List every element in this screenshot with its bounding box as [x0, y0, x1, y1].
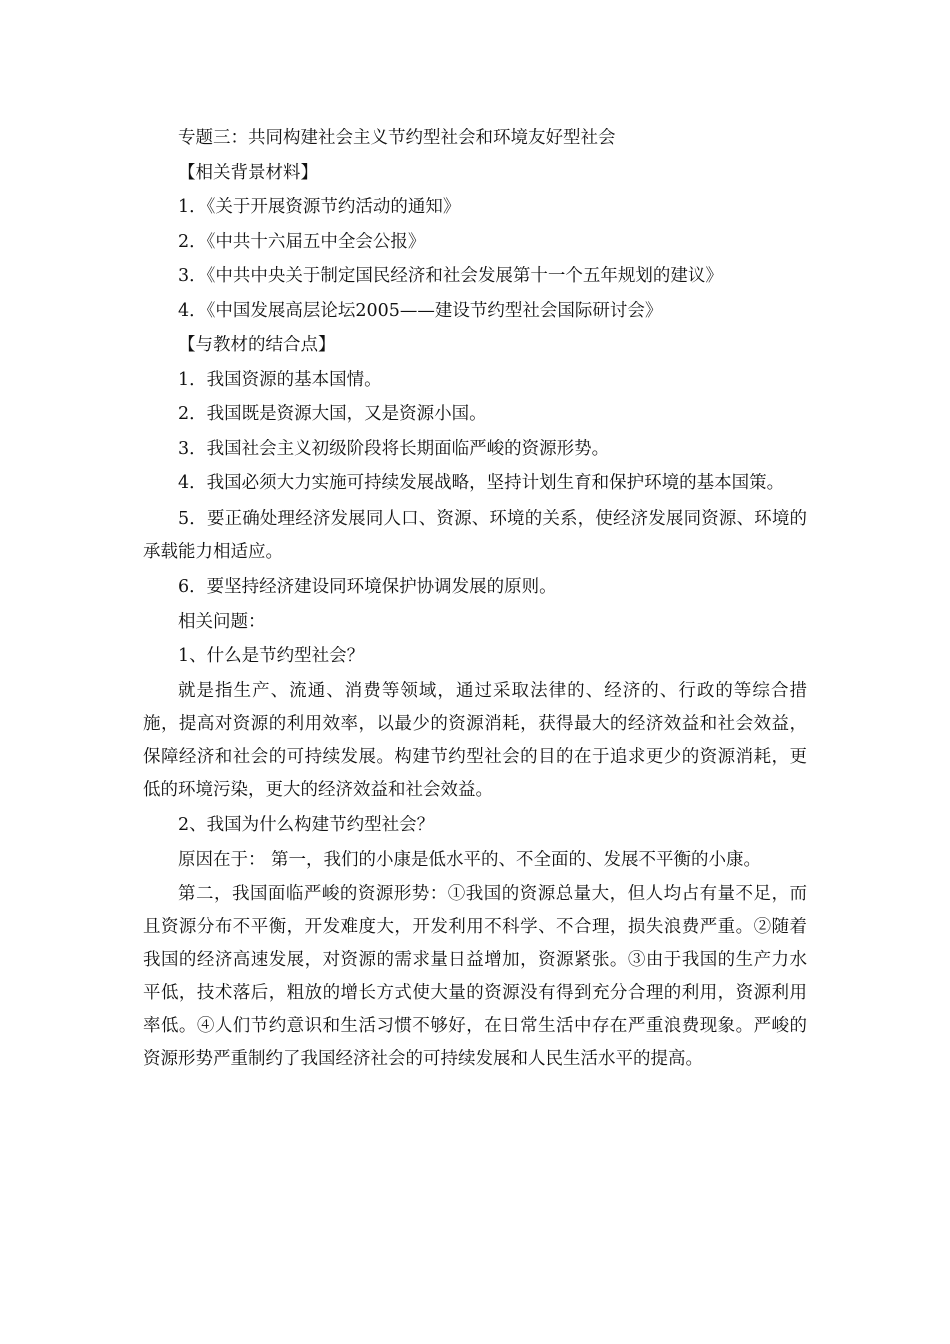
textbook-item: 6．要坚持经济建设同环境保护协调发展的原则。 — [178, 577, 557, 597]
document-title: 专题三：共同构建社会主义节约型社会和环境友好型社会 — [178, 128, 616, 148]
section-heading-questions: 相关问题： — [178, 611, 266, 632]
question-1: 1、什么是节约型社会？ — [178, 646, 365, 666]
textbook-item: 3．我国社会主义初级阶段将长期面临严峻的资源形势。 — [178, 438, 610, 459]
answer-2-second: 第二，我国面临严峻的资源形势：①我国的资源总量大，但人均占有量不足，而且资源分布不平衡，开发难度大，开发利用不科学、不合理，损失浪费严重。②随着我国的经济高速发展，对资源的需求量日益增加，资源紧张。③由于我国的生产力水平低，技术落后，粗放的增长方式使大量的资源没有得到充分合理的利用，资源利用率低。④人们节约意识和生活习惯不够好，在日常生活中存在严重浪费现象。严峻的资源形势严重制约了我国经济社会的可持续发展和人民生活水平的提高。 — [143, 884, 807, 1069]
background-item: 3．《中共中央关于制定国民经济和社会发展第十一个五年规划的建议》 — [178, 266, 723, 286]
textbook-item: 1．我国资源的基本国情。 — [178, 369, 382, 390]
textbook-item: 2．我国既是资源大国，又是资源小国。 — [178, 404, 487, 424]
background-item: 4．《中国发展高层论坛2005——建设节约型社会国际研讨会》 — [178, 300, 663, 321]
background-item: 1．《关于开展资源节约活动的通知》 — [178, 197, 461, 217]
textbook-item: 5．要正确处理经济发展同人口、资源、环境的关系，使经济发展同资源、环境的承载能力相适应。 — [143, 508, 807, 562]
background-item: 2．《中共十六届五中全会公报》 — [178, 231, 426, 252]
textbook-item: 4．我国必须大力实施可持续发展战略，坚持计划生育和保护环境的基本国策。 — [178, 473, 785, 493]
answer-1: 就是指生产、流通、消费等领域，通过采取法律的、经济的、行政的等综合措施，提高对资源的利用效率，以最少的资源消耗，获得最大的经济效益和社会效益，保障经济和社会的可持续发展。构建节约型社会的目的在于追求更少的资源消耗，更低的环境污染，更大的经济效益和社会效益。 — [143, 680, 807, 800]
document-body — [143, 122, 807, 1076]
section-heading-textbook: 【与教材的结合点】 — [178, 335, 336, 355]
answer-2-intro: 原因在于： 第一，我们的小康是低水平的、不全面的、发展不平衡的小康。 — [178, 849, 762, 870]
section-heading-background: 【相关背景材料】 — [178, 162, 318, 183]
question-2: 2、我国为什么构建节约型社会？ — [178, 815, 435, 835]
